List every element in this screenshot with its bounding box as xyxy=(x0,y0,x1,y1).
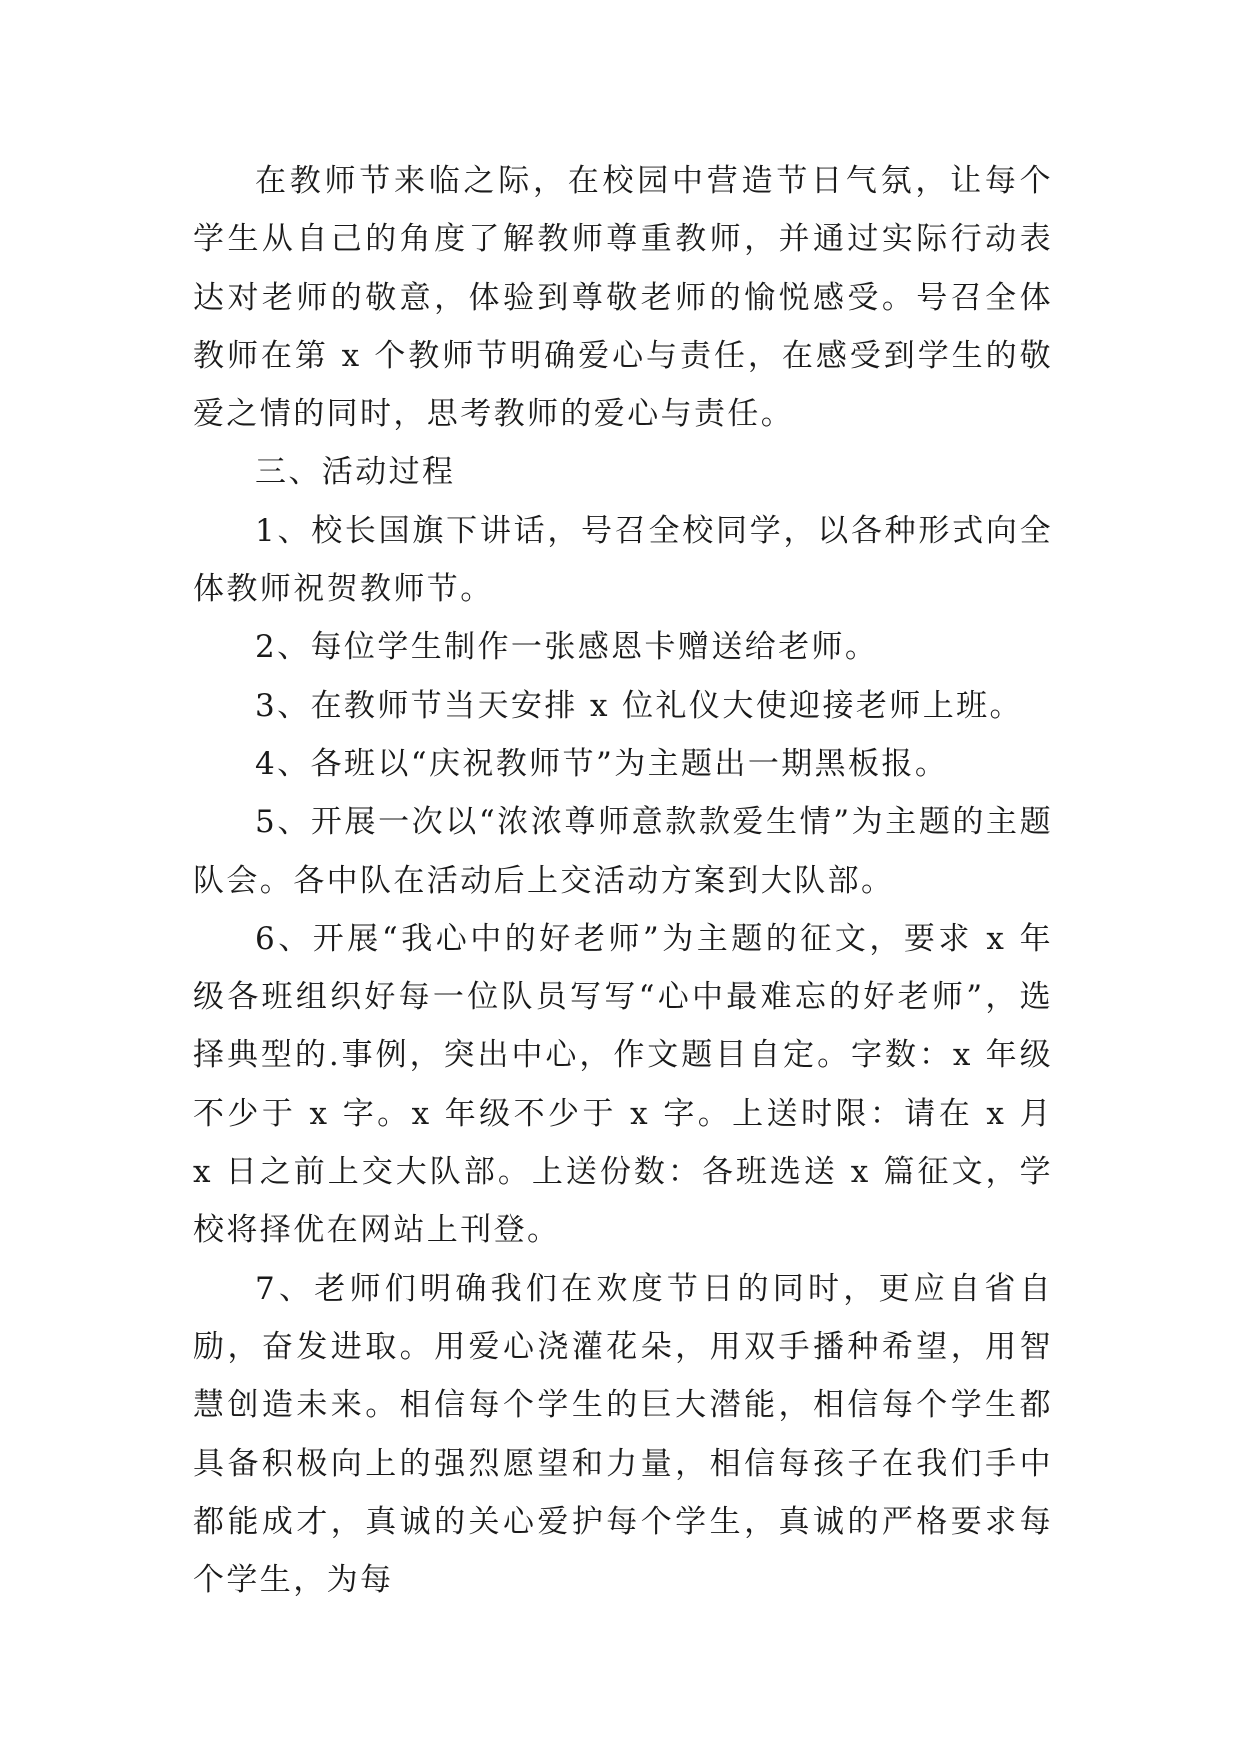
list-item-3: 3、在教师节当天安排 x 位礼仪大使迎接老师上班。 xyxy=(255,687,1023,724)
list-item-2: 2、每位学生制作一张感恩卡赠送给老师。 xyxy=(255,629,879,666)
list-item-4: 4、各班以“庆祝教师节”为主题出一期黑板报。 xyxy=(255,745,949,782)
section-heading-activity-process: 三、活动过程 xyxy=(255,454,456,491)
list-item-7: 7、老师们明确我们在欢度节日的同时，更应自省自励，奋发进取。用爱心浇灌花朵，用双手播种希望，用智慧创造未来。相信每个学生的巨大潜能，相信每个学生都具备积极向上的强烈愿望和力量，相信每孩子在我们手中都能成才，真诚的关心爱护每个学生，真诚的严格要求每个学生，为每 xyxy=(193,1270,1053,1599)
paragraph-intro: 在教师节来临之际，在校园中营造节日气氛，让每个学生从自己的角度了解教师尊重教师，并通过实际行动表达对老师的敬意，体验到尊敬老师的愉悦感受。号召全体教师在第 x 个教师节明确爱心与责任，在感受到学生的敬爱之情的同时，思考教师的爱心与责任。 xyxy=(193,163,1053,433)
document-body xyxy=(193,152,1053,1609)
list-item-6: 6、开展“我心中的好老师”为主题的征文，要求 x 年级各班组织好每一位队员写写“心中最难忘的好老师”，选择典型的.事例，突出中心，作文题目自定。字数：x 年级不少于 x 字。x 年级不少于 x 字。上送时限：请在 x 月 x 日之前上交大队部。上送份数：各班选送 x 篇征文，学校将择优在网站上刊登。 xyxy=(193,920,1053,1249)
list-item-1: 1、校长国旗下讲话，号召全校同学，以各种形式向全体教师祝贺教师节。 xyxy=(193,512,1053,608)
list-item-5: 5、开展一次以“浓浓尊师意款款爱生情”为主题的主题队会。各中队在活动后上交活动方案到大队部。 xyxy=(193,804,1053,899)
